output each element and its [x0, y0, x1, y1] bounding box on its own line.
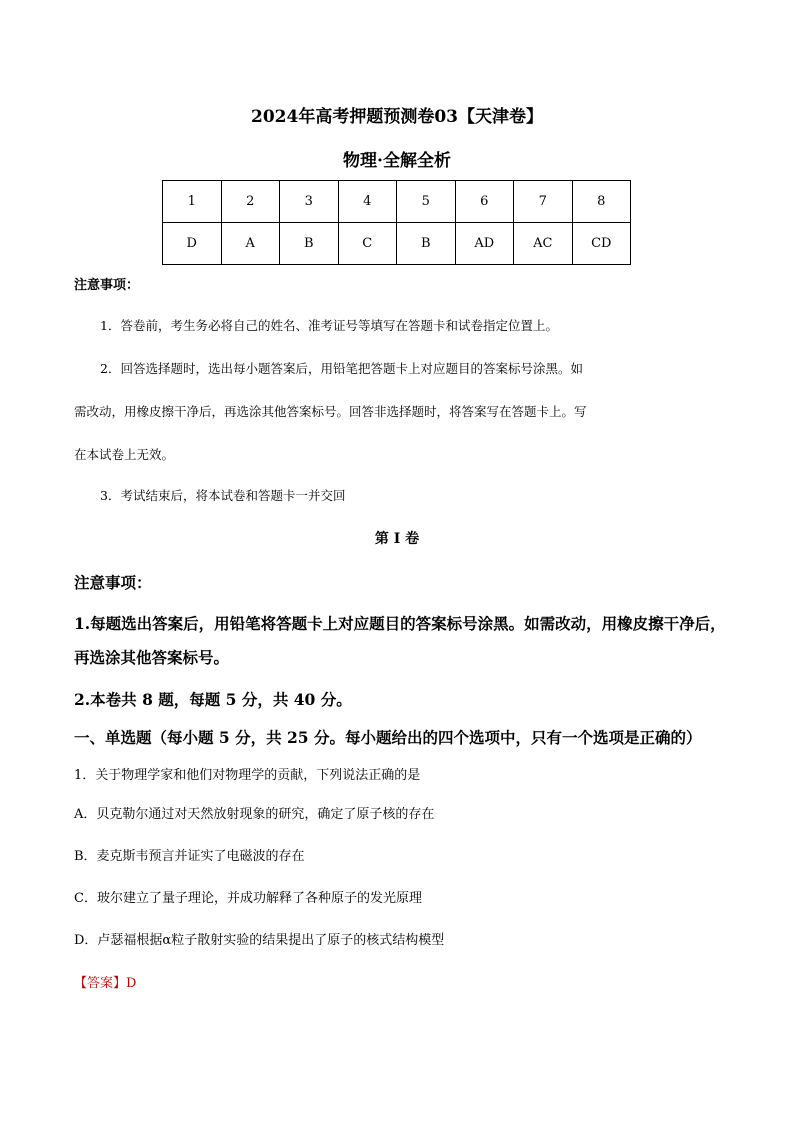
notice-item-1: 1．答卷前，考生务必将自己的姓名、准考证号等填写在答题卡和试卷指定位置上。 — [100, 318, 558, 333]
question-number-cell: 6 — [455, 181, 514, 223]
question-1-option-b: B．麦克斯韦预言并证实了电磁波的存在 — [74, 849, 305, 864]
question-number-cell: 4 — [338, 181, 397, 223]
notice2-heading: 注意事项： — [74, 573, 152, 592]
answer-cell: CD — [572, 223, 631, 265]
question-1-option-d: D．卢瑟福根据α粒子散射实验的结果提出了原子的核式结构模型 — [74, 933, 445, 948]
notice-item-2-line-2: 需改动，用橡皮擦干净后，再选涂其他答案标号。回答非选择题时，将答案写在答题卡上。写 — [74, 404, 587, 419]
answer-cell: A — [221, 223, 280, 265]
answer-cell: D — [163, 223, 222, 265]
section-title: 第 I 卷 — [374, 531, 420, 547]
notice-heading: 注意事项： — [74, 278, 140, 293]
answer-table-number-row — [163, 181, 631, 223]
notice2-item-1-line-2: 再选涂其他答案标号。 — [74, 648, 230, 667]
question-number-cell: 8 — [572, 181, 631, 223]
question-1-option-c: C．玻尔建立了量子理论，并成功解释了各种原子的发光原理 — [74, 891, 422, 906]
notice2-item-1-line-1: 1.每题选出答案后，用铅笔将答题卡上对应题目的答案标号涂黑。如需改动，用橡皮擦干净后， — [74, 614, 726, 633]
question-1-answer — [74, 972, 136, 991]
answer-table-answer-row — [163, 223, 631, 265]
question-number-cell: 2 — [221, 181, 280, 223]
question-number-cell: 7 — [514, 181, 573, 223]
notice-item-2-line-1: 2．回答选择题时，选出每小题答案后，用铅笔把答题卡上对应题目的答案标号涂黑。如 — [100, 361, 583, 376]
question-1-stem: 1．关于物理学家和他们对物理学的贡献，下列说法正确的是 — [74, 768, 421, 783]
notice-item-2-line-3: 在本试卷上无效。 — [74, 447, 175, 462]
answer-table — [162, 180, 631, 265]
question-number-cell: 5 — [397, 181, 456, 223]
question-number-cell: 3 — [280, 181, 339, 223]
question-number-cell: 1 — [163, 181, 222, 223]
answer-cell: B — [280, 223, 339, 265]
notice-item-3: 3．考试结束后，将本试卷和答题卡一并交回 — [100, 488, 346, 503]
answer-cell: B — [397, 223, 456, 265]
answer-value: D — [126, 976, 137, 991]
page-title: 2024年高考押题预测卷03【天津卷】 — [251, 107, 543, 127]
page-subtitle: 物理·全解全析 — [343, 151, 451, 171]
part1-heading: 一、单选题（每小题 5 分，共 25 分。每小题给出的四个选项中，只有一个选项是正确的） — [74, 728, 702, 747]
answer-label: 【答案】 — [74, 976, 127, 991]
notice2-item-2: 2.本卷共 8 题，每题 5 分，共 40 分。 — [74, 690, 352, 709]
question-1-option-a: A．贝克勒尔通过对天然放射现象的研究，确定了原子核的存在 — [74, 807, 435, 822]
answer-cell: C — [338, 223, 397, 265]
answer-cell: AD — [455, 223, 514, 265]
answer-cell: AC — [514, 223, 573, 265]
